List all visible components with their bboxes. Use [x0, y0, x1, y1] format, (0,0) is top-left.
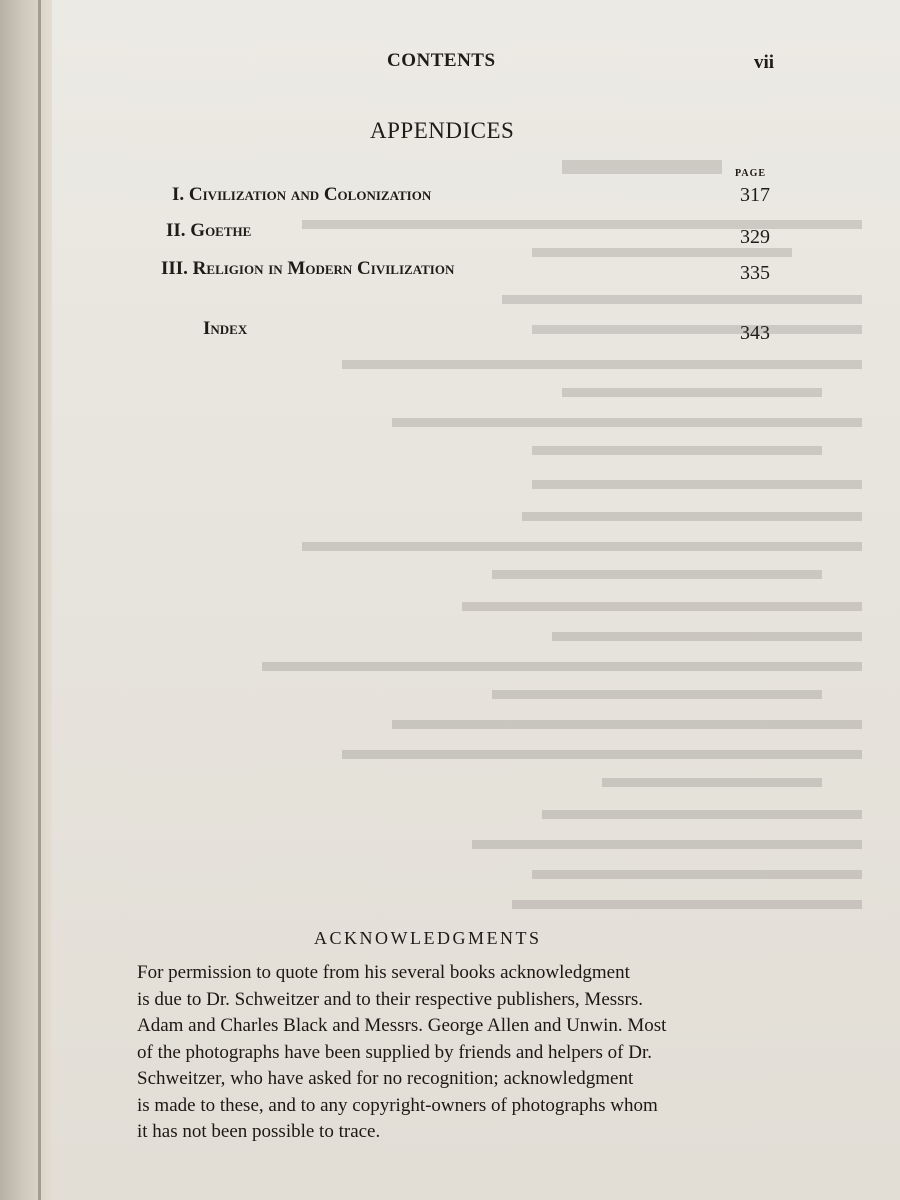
page-gutter-edge [38, 0, 41, 1200]
acknowledgments-heading: ACKNOWLEDGMENTS [314, 928, 542, 948]
paragraph-line: it has not been possible to trace. [137, 1121, 381, 1142]
toc-entry-page: 335 [740, 262, 770, 284]
toc-entry-label: I. Civilization and Colonization [172, 184, 432, 205]
running-header-title: CONTENTS [387, 50, 496, 71]
paragraph-line: is made to these, and to any copyright-owners of photographs whom [137, 1094, 658, 1116]
paragraph-line: Schweitzer, who have asked for no recognition; acknowledgment [137, 1068, 634, 1089]
toc-entry [52, 318, 900, 348]
toc-entry-page: 317 [740, 184, 770, 206]
running-header [52, 50, 900, 80]
paragraph-line: of the photographs have been supplied by friends and helpers of Dr. [137, 1041, 652, 1063]
acknowledgments-paragraph [137, 960, 787, 1146]
appendices-heading: APPENDICES [370, 118, 515, 143]
toc-entry-page: 343 [740, 322, 770, 344]
page-number: vii [754, 52, 775, 73]
paragraph-line: is due to Dr. Schweitzer and to their respective publishers, Messrs. [137, 988, 644, 1010]
toc-entry-label: Index [203, 318, 248, 339]
page-column-label: PAGE [735, 168, 767, 179]
paragraph-line: For permission to quote from his several books acknowledgment [137, 962, 630, 983]
book-spine-shadow [0, 0, 52, 1200]
toc-entry-label: III. Religion in Modern Civilization [161, 258, 455, 279]
book-page [52, 0, 900, 1200]
paragraph-line: Adam and Charles Black and Messrs. George Allen and Unwin. Most [137, 1015, 667, 1036]
toc-entry [52, 184, 900, 214]
toc-entry-label: II. Goethe [166, 220, 252, 241]
toc-entry [52, 220, 900, 250]
toc-entry-page: 329 [740, 226, 770, 248]
toc-entry [52, 258, 900, 288]
